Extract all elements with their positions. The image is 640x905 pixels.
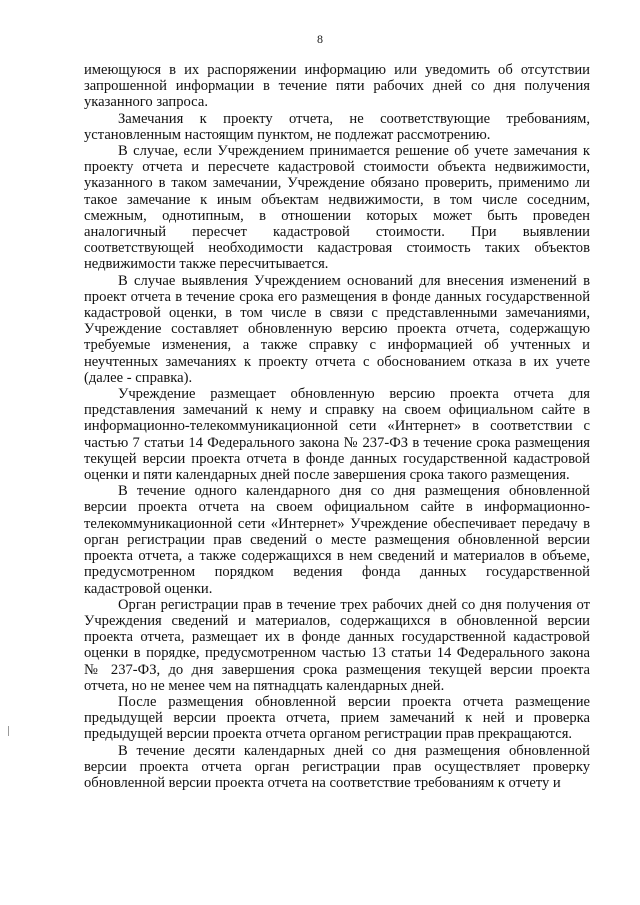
paragraph-2: Замечания к проекту отчета, не соответствующие требованиям, установленным настоящим пунктом, не подлежат рассмотрению. [84, 110, 590, 143]
paragraph-4: В случае выявления Учреждением оснований для внесения изменений в проект отчета в течение срока его размещения в фонде данных государственной кадастровой оценки, в том числе в связи с представленными замечаниями, Учреждение составляет обновленную версию проекта отчета, содержащую требуемые изменения, а также справку с информацией об учтенных и неучтенных замечаниях к проекту отчета с обоснованием отказа в их учете (далее - справка). [84, 272, 590, 386]
paragraph-7: Орган регистрации прав в течение трех рабочих дней со дня получения от Учреждения сведений и материалов, содержащихся в обновленной версии проекта отчета, размещает их в фонде данных государственной кадастровой оценки в порядке, предусмотренном частью 13 статьи 14 Федерального закона № 237-ФЗ, до дня завершения срока размещения текущей версии проекта отчета, но не менее чем на пятнадцать календарных дней. [84, 596, 590, 694]
page-number: 8 [317, 32, 323, 46]
paragraph-3: В случае, если Учреждением принимается решение об учете замечания к проекту отчета и пересчете кадастровой стоимости объекта недвижимости, указанного в таком замечании, Учреждение обязано проверить, применимо ли такое замечание к иным объектам недвижимости, в том числе соседним, смежным, однотипным, в отношении которых может быть проведен аналогичный пересчет кадастровой стоимости. При выявлении соответствующей необходимости кадастровая стоимость таких объектов недвижимости также пересчитывается. [84, 143, 590, 273]
paragraph-8: После размещения обновленной версии проекта отчета размещение предыдущей версии проекта отчета, прием замечаний к ней и проверка предыдущей версии проекта отчета органом регистрации прав прекращаются. [84, 693, 590, 743]
paragraph-5: Учреждение размещает обновленную версию проекта отчета для представления замечаний к нему и справку на своем официальном сайте в информационно-телекоммуникационной сети «Интернет» в соответствии с частью 7 статьи 14 Федерального закона № 237-ФЗ в течение срока размещения текущей версии проекта отчета в фонде данных государственной кадастровой оценки и пяти календарных дней после завершения срока такого размещения. [84, 386, 590, 484]
paragraph-6: В течение одного календарного дня со дня размещения обновленной версии проекта отчета на своем официальном сайте в информационно-телекоммуникационной сети «Интернет» Учреждение обеспечивает передачу в орган регистрации прав сведений о месте размещения обновленной версии проекта отчета, а также содержащихся в нем сведений и материалов в объеме, предусмотренном порядком ведения фонда данных государственной кадастровой оценки. [84, 483, 590, 597]
paragraph-1: имеющуюся в их распоряжении информацию или уведомить об отсутствии запрошенной информации в течение пяти рабочих дней со дня получения указанного запроса. [84, 62, 590, 111]
document-body [84, 62, 590, 791]
paragraph-9: В течение десяти календарных дней со дня размещения обновленной версии проекта отчета орган регистрации прав осуществляет проверку обновленной версии проекта отчета на соответствие требованиям к отчету и [84, 742, 590, 791]
margin-scan-mark [8, 726, 9, 736]
